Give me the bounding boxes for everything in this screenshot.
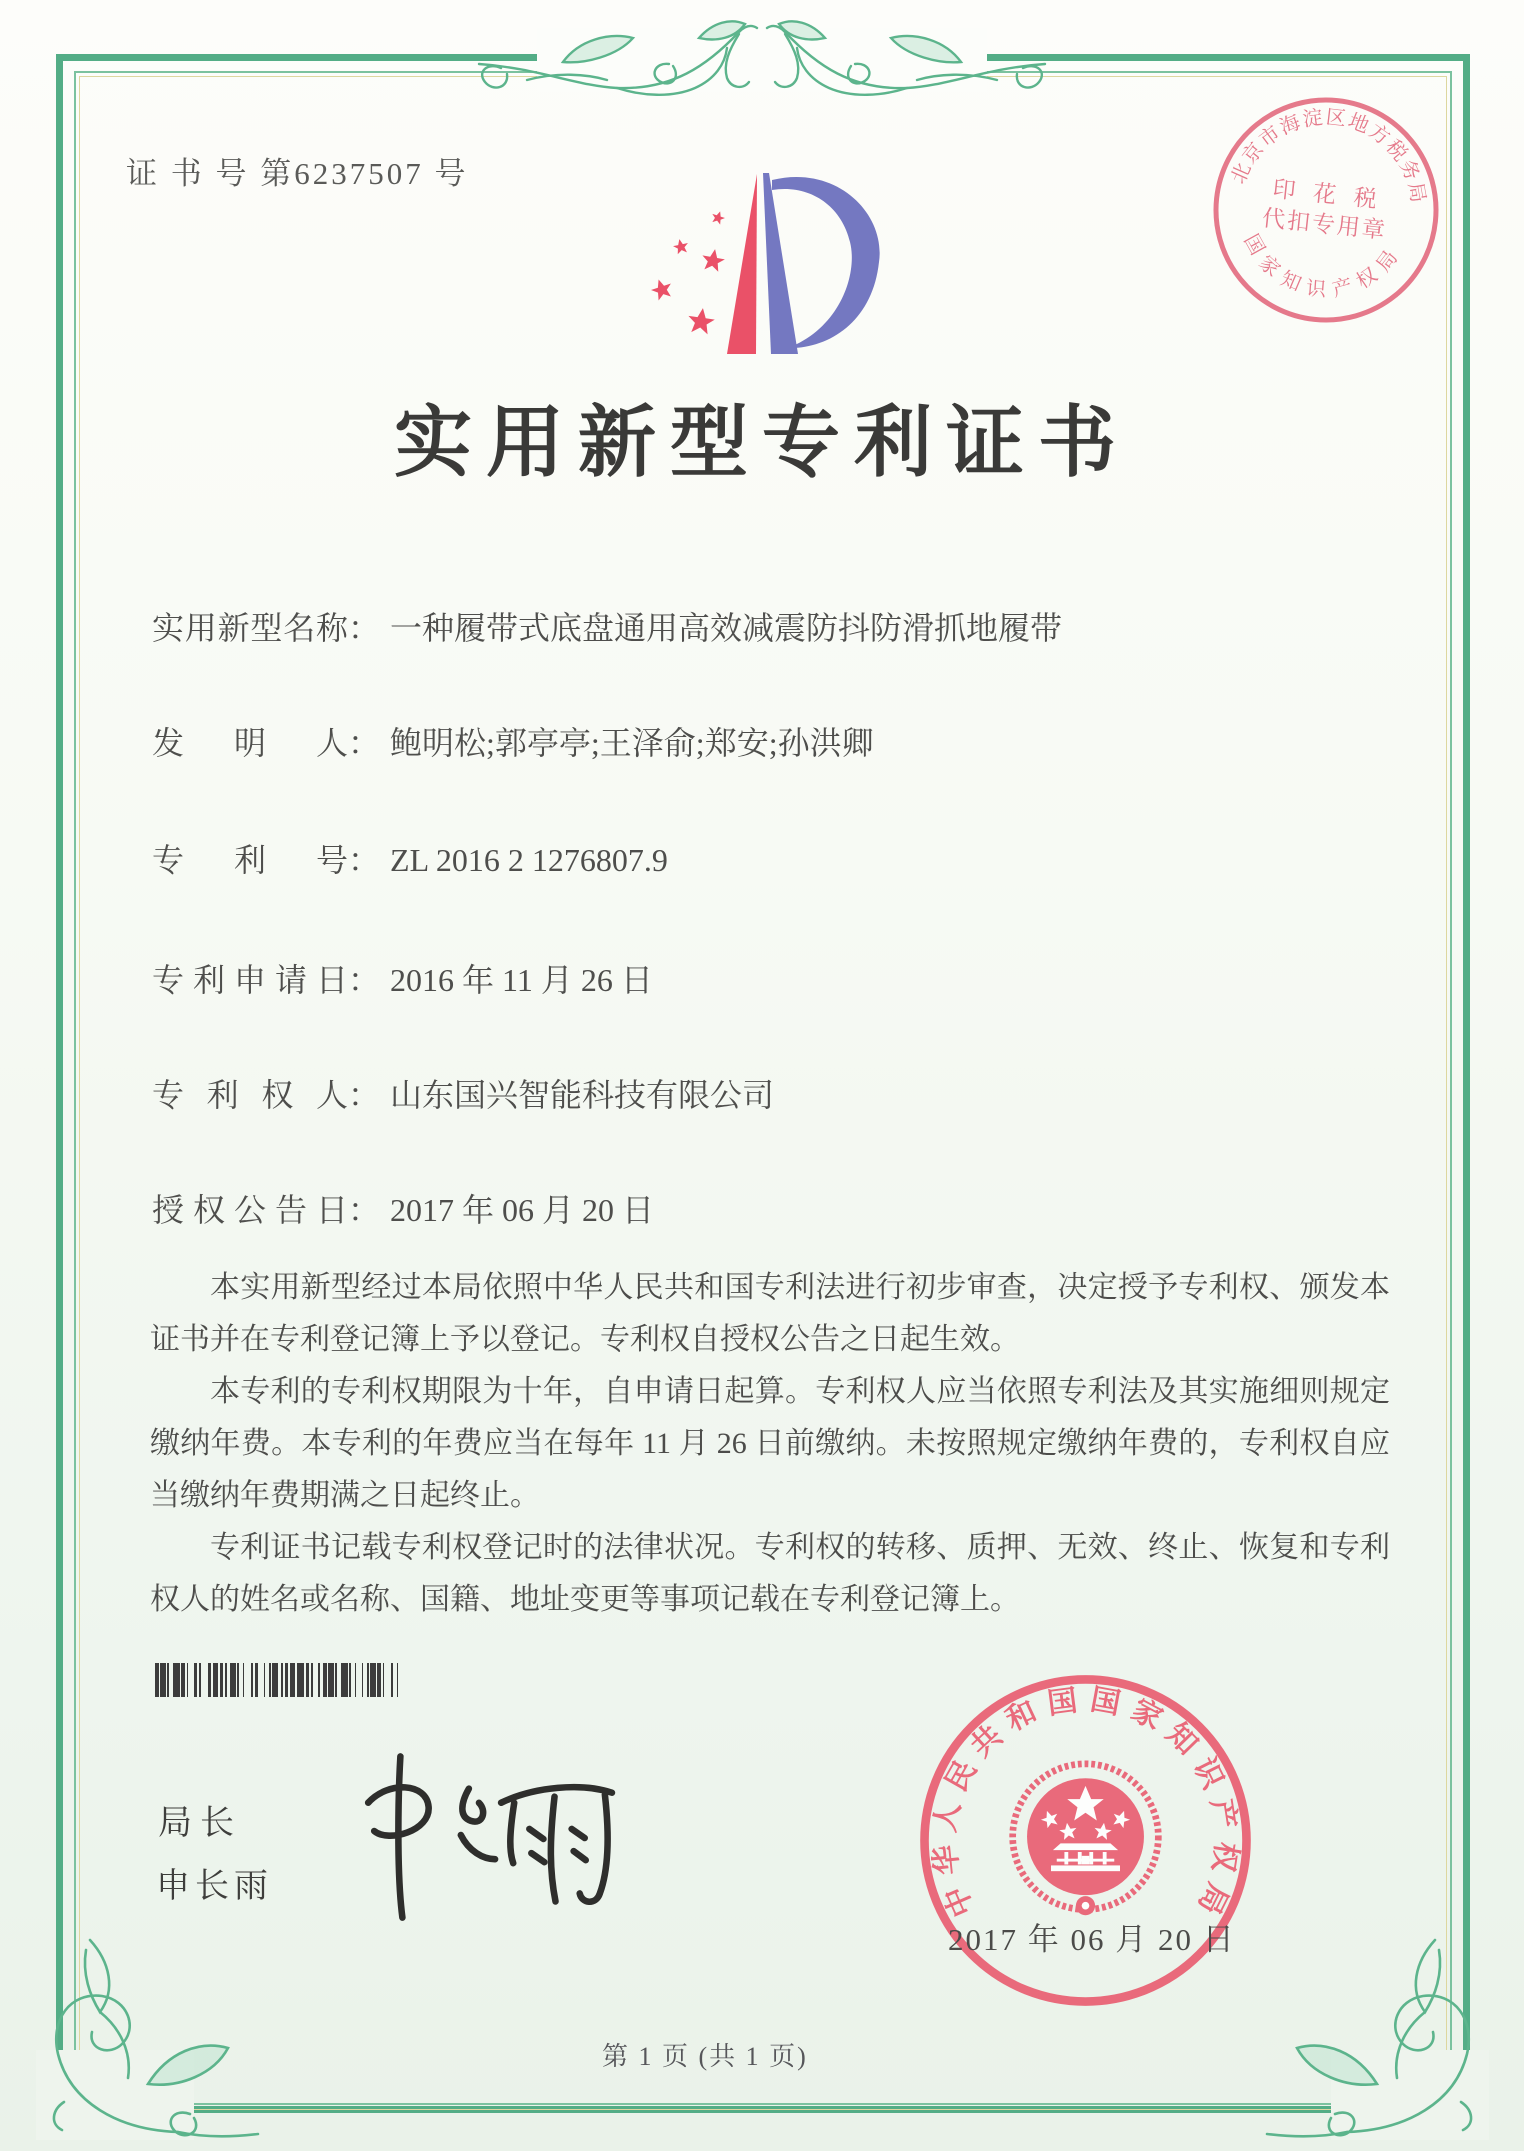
tax-stamp-line2: 代扣专用章 [1261, 205, 1388, 244]
document-title: 实用新型专利证书 [393, 399, 1130, 486]
field-label: 发 明 人 [152, 725, 348, 761]
field-label: 专 利 权 人 [152, 1077, 348, 1113]
field-inventors [152, 718, 874, 764]
signature-image [348, 1750, 620, 1922]
field-value: 2017 年 06 月 20 日 [390, 1192, 655, 1228]
field-colon: ： [348, 725, 381, 761]
barcode [155, 1663, 511, 1697]
seal-arc-text: 中华人民共和国国家知识产权局 [928, 1683, 1243, 1929]
top-flourish-ornament [467, 2, 1057, 120]
officer-title: 局长 [158, 1805, 242, 1842]
certificate-number: 证 书 号 第6237507 号 [126, 156, 469, 191]
field-value: 鲍明松;郭亭亭;王泽俞;郑安;孙洪卿 [390, 725, 874, 761]
field-colon: ： [348, 962, 381, 998]
tax-stamp-bottom-arc-text: 国家知识产权局 [1239, 230, 1408, 302]
stamp-duty-stamp-icon [1194, 78, 1458, 342]
field-label: 实 用 新 型 名 称 [152, 610, 348, 646]
national-ip-office-seal-icon [913, 1668, 1258, 2013]
legal-paragraphs [150, 1262, 1390, 1626]
national-emblem-icon [1013, 1764, 1159, 1915]
cnipa-logo-icon [632, 156, 897, 368]
bottom-right-flourish-ornament [1262, 1932, 1497, 2147]
field-grant-date [152, 1185, 654, 1231]
seal-date: 2017 年 06 月 20 日 [948, 1922, 1236, 1957]
page-footer: 第 1 页 (共 1 页) [602, 2042, 808, 2071]
field-colon: ： [348, 842, 381, 878]
field-colon: ： [348, 610, 381, 646]
field-value: 2016 年 11 月 26 日 [390, 962, 653, 998]
field-patent-number [152, 835, 668, 881]
officer-name: 申长雨 [156, 1868, 273, 1905]
field-filing-date [152, 955, 653, 1001]
paragraph-register: 专利证书记载专利权登记时的法律状况。专利权的转移、质押、无效、终止、恢复和专利权人的姓名或名称、国籍、地址变更等事项记载在专利登记簿上。 [150, 1531, 1390, 1616]
field-value: 一种履带式底盘通用高效减震防抖防滑抓地履带 [390, 610, 1063, 646]
field-label: 授 权 公 告 日 [152, 1192, 348, 1228]
field-value: 山东国兴智能科技有限公司 [390, 1077, 775, 1113]
field-utility-model-name [152, 603, 1062, 649]
field-colon: ： [348, 1192, 381, 1228]
field-patentee [152, 1070, 774, 1116]
field-label: 专 利 申 请 日 [152, 962, 348, 998]
tax-stamp-line1: 印 花 税 [1271, 176, 1384, 213]
tax-stamp-top-arc-text: 北京市海淀区地方税务局 [1227, 106, 1430, 207]
field-value: ZL 2016 2 1276807.9 [390, 842, 668, 878]
field-label: 专 利 号 [152, 842, 348, 878]
paragraph-term: 本专利的专利权期限为十年，自申请日起算。专利权人应当依照专利法及其实施细则规定缴纳年费。本专利的年费应当在每年 11 月 26 日前缴纳。未按照规定缴纳年费的，专利权自应当缴纳年费期满之日起终止。 [150, 1375, 1390, 1512]
paragraph-grant: 本实用新型经过本局依照中华人民共和国专利法进行初步审查，决定授予专利权、颁发本证书并在专利登记簿上予以登记。专利权自授权公告之日起生效。 [150, 1271, 1390, 1356]
field-colon: ： [348, 1077, 381, 1113]
bottom-left-flourish-ornament [28, 1932, 263, 2147]
